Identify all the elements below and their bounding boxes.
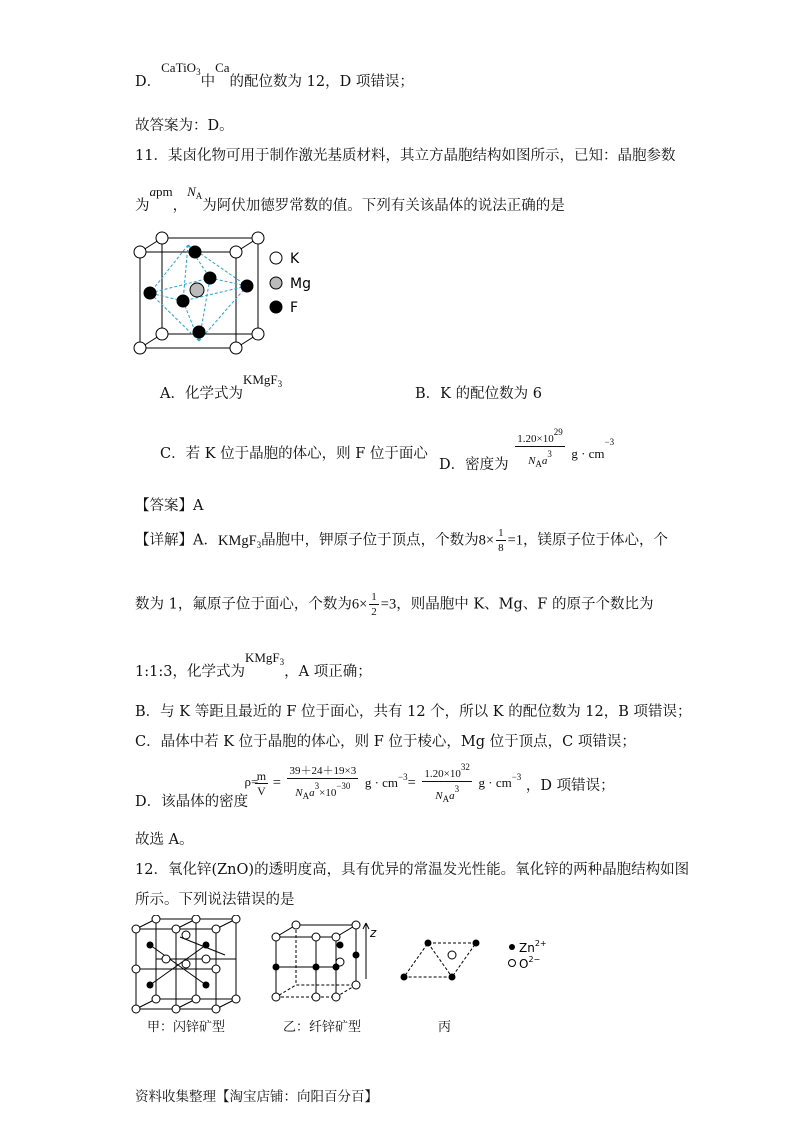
q11-option-c: C．若 K 位于晶胞的体心，则 F 位于面心 xyxy=(160,446,428,462)
q11-detail-a-line1 xyxy=(135,526,668,555)
avogadro-sub: A xyxy=(195,191,203,201)
k-atom xyxy=(156,328,168,340)
detail-formula: KMgF xyxy=(217,532,257,549)
unit-2: g · cm xyxy=(478,775,512,790)
k-atom xyxy=(156,232,168,244)
eq2-left: 6× xyxy=(351,596,368,613)
option-d-den: N xyxy=(528,455,536,467)
option-d-den-a-exp: 3 xyxy=(547,449,552,459)
eq2-den: 2 xyxy=(371,606,377,618)
equals-2: = xyxy=(407,775,416,791)
formula-sub: 3 xyxy=(196,67,201,77)
frac2-den-exp: 3 xyxy=(454,784,460,794)
param-a: a xyxy=(149,184,156,199)
frac1-den-sub: A xyxy=(302,790,310,801)
f-atom xyxy=(241,280,253,292)
kmgf3-unit-cell-figure xyxy=(130,228,320,358)
mass-m: m xyxy=(256,768,267,783)
q11-answer: 【答案】A xyxy=(135,498,204,514)
detail-l2-text1: 数为 1，氟原子位于面心，个数为 xyxy=(135,596,352,613)
detail-l3-ratio: 1:1:3，化学式为 xyxy=(135,664,245,680)
avogadro-n: N xyxy=(187,184,196,199)
f-atom xyxy=(189,246,201,258)
eq2-right: =3 xyxy=(380,596,397,613)
k-atom xyxy=(134,246,146,258)
z-axis-label: z xyxy=(370,926,377,940)
option-label: D． xyxy=(135,74,162,90)
legend-f-label: F xyxy=(290,300,299,316)
legend-o-label: $O^{2-}$ xyxy=(519,955,541,971)
unit-1-exp: −3 xyxy=(398,772,408,782)
detail-text1: 晶胞中，钾原子位于顶点，个数为 xyxy=(261,532,479,549)
q11-detail-c: C．晶体中若 K 位于晶胞的体心，则 F 位于棱心，Mg 位于顶点，C 项错误； xyxy=(135,734,636,750)
stem-post: 为阿伏加德罗常数的值。下列有关该晶体的说法正确的是 xyxy=(202,198,565,214)
mg-atom xyxy=(190,283,204,297)
zhong: 中 xyxy=(200,74,216,90)
eq1-num: 1 xyxy=(498,527,504,539)
q11-detail-a-line3 xyxy=(135,650,372,681)
q12-stem-line2: 所示。下列说法错误的是 xyxy=(135,892,295,908)
frac1-den-tail-exp: −30 xyxy=(336,780,351,791)
legend-zn-label: $Zn^{2+}$ xyxy=(519,939,547,955)
k-atom xyxy=(230,246,242,258)
eq1-right: =1 xyxy=(507,532,524,549)
equals-1: = xyxy=(272,775,281,791)
prev-answer: 故答案为：D。 xyxy=(135,118,234,134)
eq2-num: 1 xyxy=(371,591,377,603)
option-d-unit: g · cm xyxy=(571,446,605,461)
detail-l3-sub: 3 xyxy=(279,657,285,667)
page-footer: 资料收集整理【淘宝店铺：向阳百分百】 xyxy=(135,1089,378,1105)
frac2-num: 1.20×10 xyxy=(424,768,461,780)
rho: ρ= xyxy=(244,773,259,789)
q11-detail-d xyxy=(135,760,615,810)
option-d-unit-exp: −3 xyxy=(604,437,615,447)
legend-k-icon xyxy=(270,252,282,264)
frac1-den: N xyxy=(295,786,303,799)
frac1-den-tail: ×10 xyxy=(319,786,337,799)
formula: CaTiO xyxy=(161,60,197,75)
volume-v: V xyxy=(257,783,266,798)
q11-option-d xyxy=(439,425,614,471)
legend-f-icon xyxy=(270,301,282,313)
f-atom xyxy=(193,326,205,338)
detail-head: 【详解】A． xyxy=(135,532,218,549)
legend-mg-label: Mg xyxy=(290,276,311,292)
legend-o-icon xyxy=(509,960,516,967)
option-a-label: A．化学式为 xyxy=(160,386,243,402)
option-d-den-a: a xyxy=(541,455,548,467)
detail-d-end: ，D 项错误； xyxy=(525,778,615,794)
k-atom xyxy=(134,342,146,354)
frac2-den-a: a xyxy=(449,790,455,802)
projection-view xyxy=(404,943,476,977)
detail-formula-sub: 3 xyxy=(256,539,262,550)
option-rest: 的配位数为 12，D 项错误； xyxy=(229,74,414,90)
detail-l2-text2: ，则晶胞中 K、Mg、F 的原子个数比为 xyxy=(396,596,654,613)
prev-d-line xyxy=(135,60,414,91)
k-atom xyxy=(230,342,242,354)
option-d-den-sub: A xyxy=(535,459,542,469)
k-atom xyxy=(252,328,264,340)
f-atom xyxy=(204,272,216,284)
frac1-den-exp: 3 xyxy=(314,780,320,791)
option-d-label: D．密度为 xyxy=(439,457,509,473)
frac2-den: N xyxy=(435,790,443,802)
q11-stem-line1: 11．某卤化物可用于制作激光基质材料，其立方晶胞结构如图所示，已知：晶胞参数 xyxy=(135,148,676,164)
detail-text2: ，镁原子位于体心，个 xyxy=(523,532,669,549)
legend-k-label: K xyxy=(290,251,300,267)
q11-final: 故选 A。 xyxy=(135,832,194,848)
f-atom xyxy=(144,287,156,299)
eq1-left: 8× xyxy=(478,532,495,549)
detail-l3-formula: KMgF xyxy=(244,650,280,665)
q11-option-a xyxy=(160,372,283,403)
frac1-den-a: a xyxy=(309,786,315,799)
caption-yi: 乙：纤锌矿型 xyxy=(283,1020,362,1035)
q11-detail-b: B．与 K 等距且最近的 F 位于面心，共有 12 个，所以 K 的配位数为 12，B 项错误； xyxy=(135,704,692,720)
q11-detail-a-line2 xyxy=(135,590,653,619)
option-d-num-exp: 29 xyxy=(553,427,563,437)
eq1-den: 8 xyxy=(498,542,504,554)
q11-stem-line2 xyxy=(135,184,565,215)
f-atom xyxy=(177,295,189,307)
zno-structures-figure xyxy=(130,915,570,1015)
q11-option-b: B．K 的配位数为 6 xyxy=(415,386,542,402)
unit-1: g · cm xyxy=(364,775,399,790)
legend-mg-icon xyxy=(270,277,282,289)
option-a-sub: 3 xyxy=(277,379,283,389)
unit-pm: pm xyxy=(156,184,173,199)
frac2-num-exp: 32 xyxy=(460,762,470,772)
legend-zn-icon xyxy=(509,944,515,950)
option-a-formula: KMgF xyxy=(242,372,278,387)
caption-jia: 甲：闪锌矿型 xyxy=(147,1020,226,1035)
detail-l3-end: ，A 项正确； xyxy=(284,664,372,680)
unit-2-exp: −3 xyxy=(511,772,522,782)
stem-pre: 为 xyxy=(135,198,150,214)
comma: ， xyxy=(172,198,188,214)
frac1-num: 39＋24＋19×3 xyxy=(289,764,357,777)
detail-d-label: D．该晶体的密度 xyxy=(135,794,249,810)
option-d-num: 1.20×10 xyxy=(517,433,554,445)
caption-bing: 丙 xyxy=(438,1020,452,1035)
q12-stem-line1: 12．氧化锌(ZnO)的透明度高，具有优异的常温发光性能。氧化锌的两种晶胞结构如图 xyxy=(135,862,690,878)
frac2-den-sub: A xyxy=(442,794,450,804)
ca-symbol: Ca xyxy=(215,60,230,75)
k-atom xyxy=(252,232,264,244)
